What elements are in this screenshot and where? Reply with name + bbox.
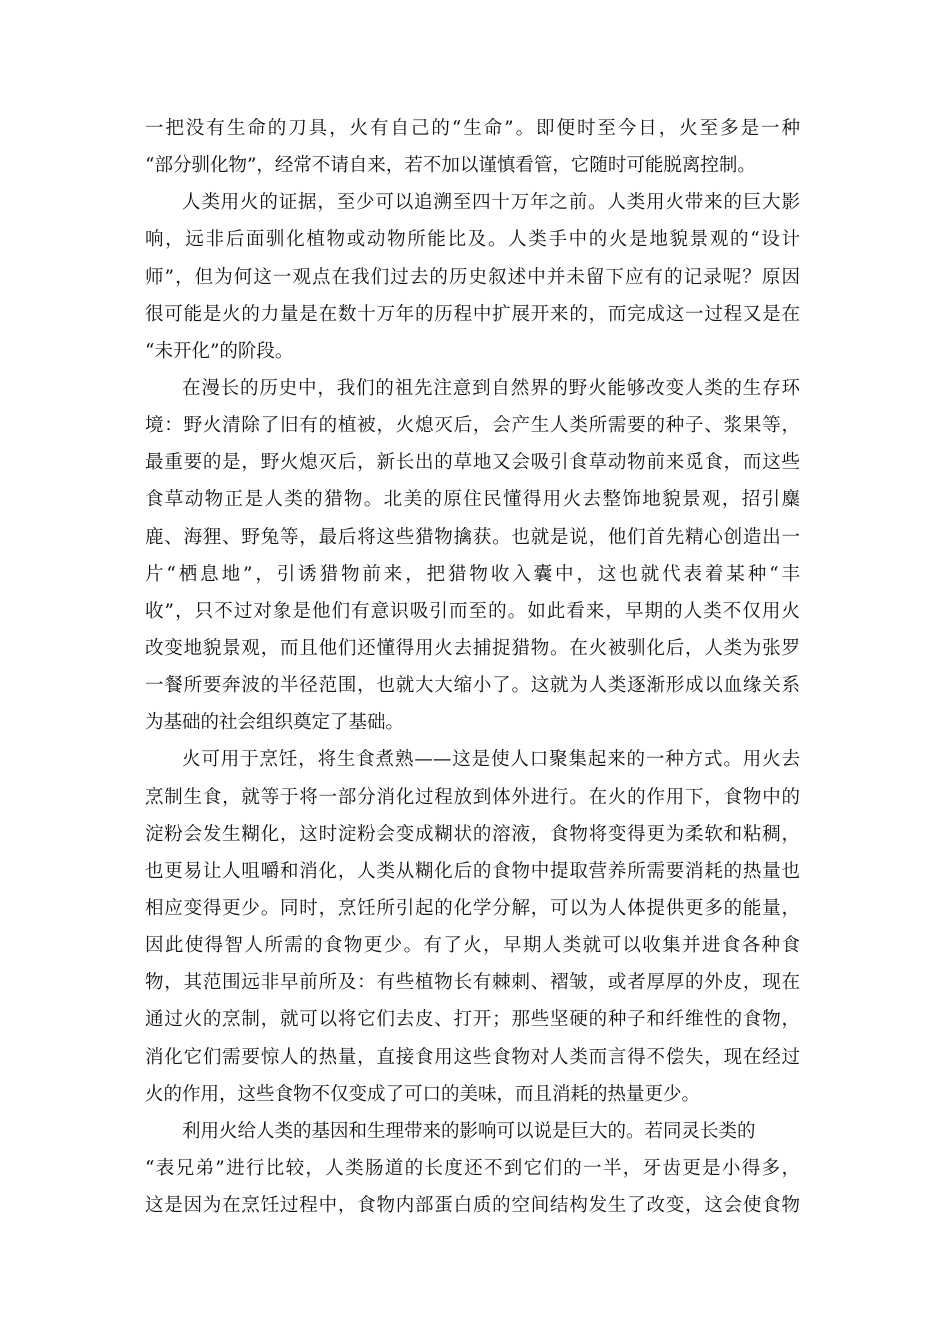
- text-line: 烹制生食，就等于将一部分消化过程放到体外进行。在火的作用下，食物中的: [145, 786, 800, 808]
- article-body: [145, 110, 800, 1224]
- text-line: “部分驯化物”，经常不请自来，若不加以谨慎看管，它随时可能脱离控制。: [145, 155, 756, 177]
- text-line: 食草动物正是人类的猎物。北美的原住民懂得用火去整饰地貌景观，招引麋: [145, 489, 800, 511]
- text-line: 也更易让人咀嚼和消化，人类从糊化后的食物中提取营养所需要消耗的热量也: [145, 860, 800, 882]
- text-line: 收”，只不过对象是他们有意识吸引而至的。如此看来，早期的人类不仅用火: [145, 600, 800, 622]
- text-line: 很可能是火的力量是在数十万年的历程中扩展开来的，而完成这一过程又是在: [145, 303, 800, 325]
- paragraph-first-line: 火可用于烹饪，将生食煮熟——这是使人口聚集起来的一种方式。用火去: [182, 749, 800, 771]
- text-line: 一把没有生命的刀具，火有自己的“生命”。即便时至今日，火至多是一种: [145, 118, 800, 139]
- text-line: 物，其范围远非早前所及：有些植物长有棘刺、褶皱，或者厚厚的外皮，现在: [145, 972, 800, 994]
- text-line: 境：野火清除了旧有的植被，火熄灭后，会产生人类所需要的种子、浆果等，: [145, 415, 800, 437]
- text-line: 这是因为在烹饪过程中，食物内部蛋白质的空间结构发生了改变，这会使食物: [145, 1195, 800, 1217]
- text-line: 最重要的是，野火熄灭后，新长出的草地又会吸引食草动物前来觅食，而这些: [145, 452, 800, 474]
- text-line: 为基础的社会组织奠定了基础。: [145, 712, 405, 734]
- text-line: “未开化”的阶段。: [145, 340, 294, 362]
- text-line: 鹿、海狸、野兔等，最后将这些猎物擒获。也就是说，他们首先精心创造出一: [145, 526, 800, 548]
- paragraph-first-line: 人类用火的证据，至少可以追溯至四十万年之前。人类用火带来的巨大影: [182, 192, 800, 214]
- text-line: 通过火的烹制，就可以将它们去皮、打开；那些坚硬的种子和纤维性的食物，: [145, 1009, 800, 1031]
- text-line: 淀粉会发生糊化，这时淀粉会变成糊状的溶液，食物将变得更为柔软和粘稠，: [145, 823, 800, 845]
- text-line: “表兄弟”进行比较，人类肠道的长度还不到它们的一半，牙齿更是小得多，: [145, 1157, 800, 1179]
- text-line: 响，远非后面驯化植物或动物所能比及。人类手中的火是地貌景观的“设计: [145, 229, 800, 251]
- paragraph-first-line: 利用火给人类的基因和生理带来的影响可以说是巨大的。若同灵长类的: [182, 1120, 756, 1142]
- text-line: 师”，但为何这一观点在我们过去的历史叙述中并未留下应有的记录呢？原因: [145, 266, 800, 288]
- text-line: 消化它们需要惊人的热量，直接食用这些食物对人类而言得不偿失，现在经过: [145, 1046, 800, 1068]
- text-line: 相应变得更少。同时，烹饪所引起的化学分解，可以为人体提供更多的能量，: [145, 897, 800, 919]
- paragraph-first-line: 在漫长的历史中，我们的祖先注意到自然界的野火能够改变人类的生存环: [182, 377, 800, 399]
- text-line: 一餐所要奔波的半径范围，也就大大缩小了。这就为人类逐渐形成以血缘关系: [145, 675, 800, 697]
- text-line: 火的作用，这些食物不仅变成了可口的美味，而且消耗的热量更少。: [145, 1083, 701, 1105]
- text-line: 因此使得智人所需的食物更少。有了火，早期人类就可以收集并进食各种食: [145, 935, 800, 957]
- text-line: 片“栖息地”，引诱猎物前来，把猎物收入囊中，这也就代表着某种“丰: [145, 563, 800, 585]
- text-line: 改变地貌景观，而且他们还懂得用火去捕捉猎物。在火被驯化后，人类为张罗: [145, 637, 800, 659]
